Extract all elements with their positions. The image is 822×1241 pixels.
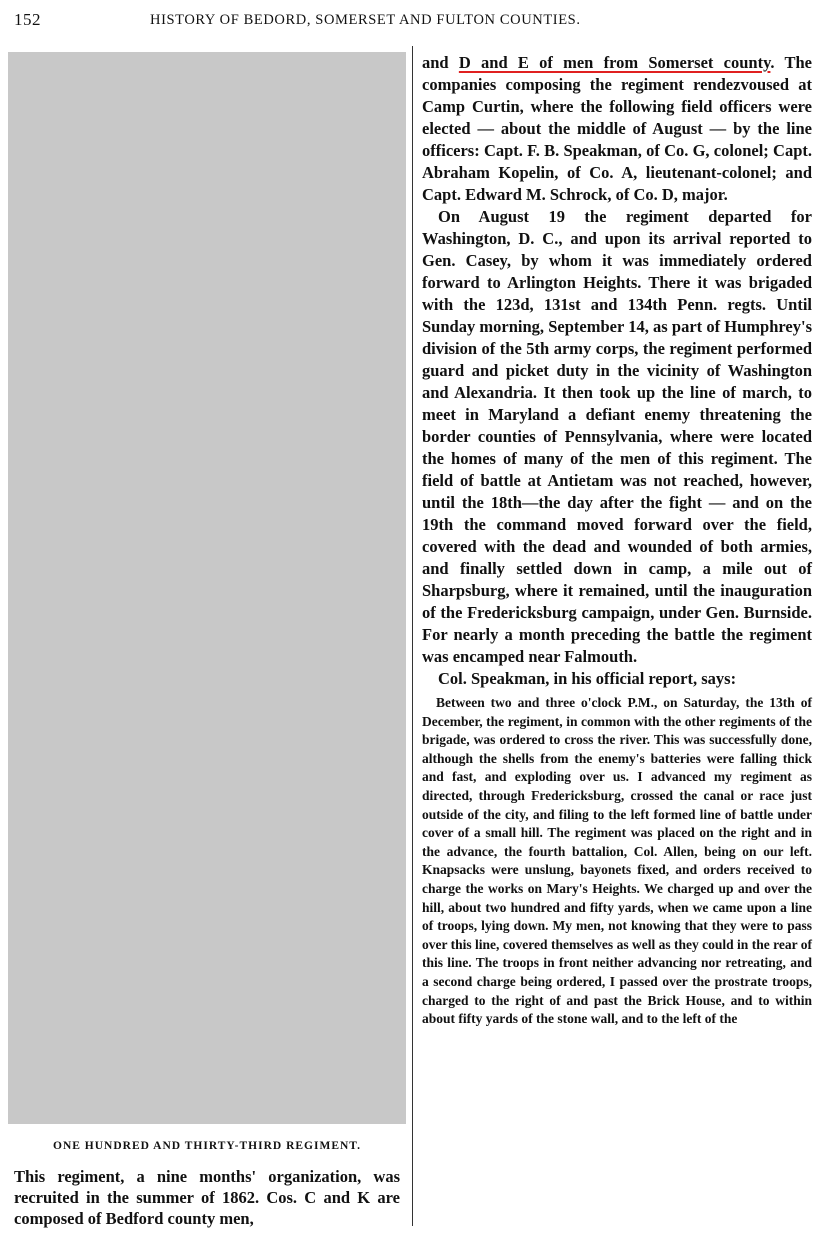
left-column xyxy=(8,52,406,1229)
highlighted-phrase: D and E of men from Somerset county xyxy=(458,53,771,72)
paragraph-2: On August 19 the regiment departed for Washington, D. C., and upon its arrival reported to Gen. Casey, by whom it was immediately ordered forward to Arlington Heights. There it was brigaded with the 123d, 131st and 134th Penn. regts. Until Sunday morning, September 14, as part of Humphrey's division of the 5th army corps, the regiment performed guard and picket duty in the vicinity of Washington and Alexandria. It then took up the line of march, to meet in Maryland a defiant enemy threatening the border counties of Pennsylvania, where were located the homes of many of the men of this regiment. The field of battle at Antietam was not reached, however, until the 18th—the day after the fight — and on the 19th the command moved forward over the field, covered with the dead and wounded of both armies, and finally settled down in camp, a mile out of Sharpsburg, where it remained, until the inauguration of the Fredericksburg campaign, under Gen. Burnside. For nearly a month preceding the battle the regiment was encamped near Falmouth. xyxy=(422,207,812,666)
illustration-placeholder xyxy=(8,52,406,1124)
official-report-quote xyxy=(422,694,812,1029)
page-number: 152 xyxy=(14,10,41,29)
paragraph-1-rest: . The companies composing the regiment rendezvoused at Camp Curtin, where the following field officers were elected — about the middle of August — by the line officers: Capt. F. B. Speakman, of Co. G, colonel; Capt. Abraham Kopelin, of Co. A, lieutenant-colonel; and Capt. Edward M. Schrock, of Co. D, major. xyxy=(422,53,812,204)
quote-text: Between two and three o'clock P.M., on Saturday, the 13th of December, the regiment, in common with the other regiments of the brigade, was ordered to cross the river. This was successfully done, although the shells from the enemy's batteries were falling thick and fast, and exploding over us. I advanced my regiment as directed, through Fredericksburg, crossed the canal or race just outside of the city, and filing to the left formed line of battle under cover of a small hill. The regiment was placed on the right and in the advance, the fourth battalion, Col. Allen, being on our left. Knapsacks were unslung, bayonets fixed, and orders received to charge the works on Mary's Heights. We charged up and over the hill, about two hundred and fifty yards, when we came upon a line of troops, lying down. My men, not knowing that they were to pass over this line, covered themselves as well as they could in the rear of this line. The troops in front neither advancing nor retreating, and a second charge being ordered, I passed over the prostrate troops, charged to the right of and past the Brick House, and to within about fifty yards of the stone wall, and to the left of the xyxy=(422,695,812,1027)
page-header xyxy=(0,0,822,40)
running-title: HISTORY OF BEDORD, SOMERSET AND FULTON COUNTIES. xyxy=(150,12,581,28)
paragraph-3: Col. Speakman, in his official report, says: xyxy=(438,669,737,688)
paragraph-1 xyxy=(422,52,812,206)
column-divider xyxy=(412,46,413,1226)
left-paragraph: This regiment, a nine months' organization, was recruited in the summer of 1862. Cos. C and K are composed of Bedford county men, xyxy=(14,1167,400,1228)
paragraph-1-lead: and xyxy=(422,53,459,72)
section-heading: ONE HUNDRED AND THIRTY-THIRD REGIMENT. xyxy=(53,1140,361,1152)
right-column xyxy=(422,52,812,1029)
